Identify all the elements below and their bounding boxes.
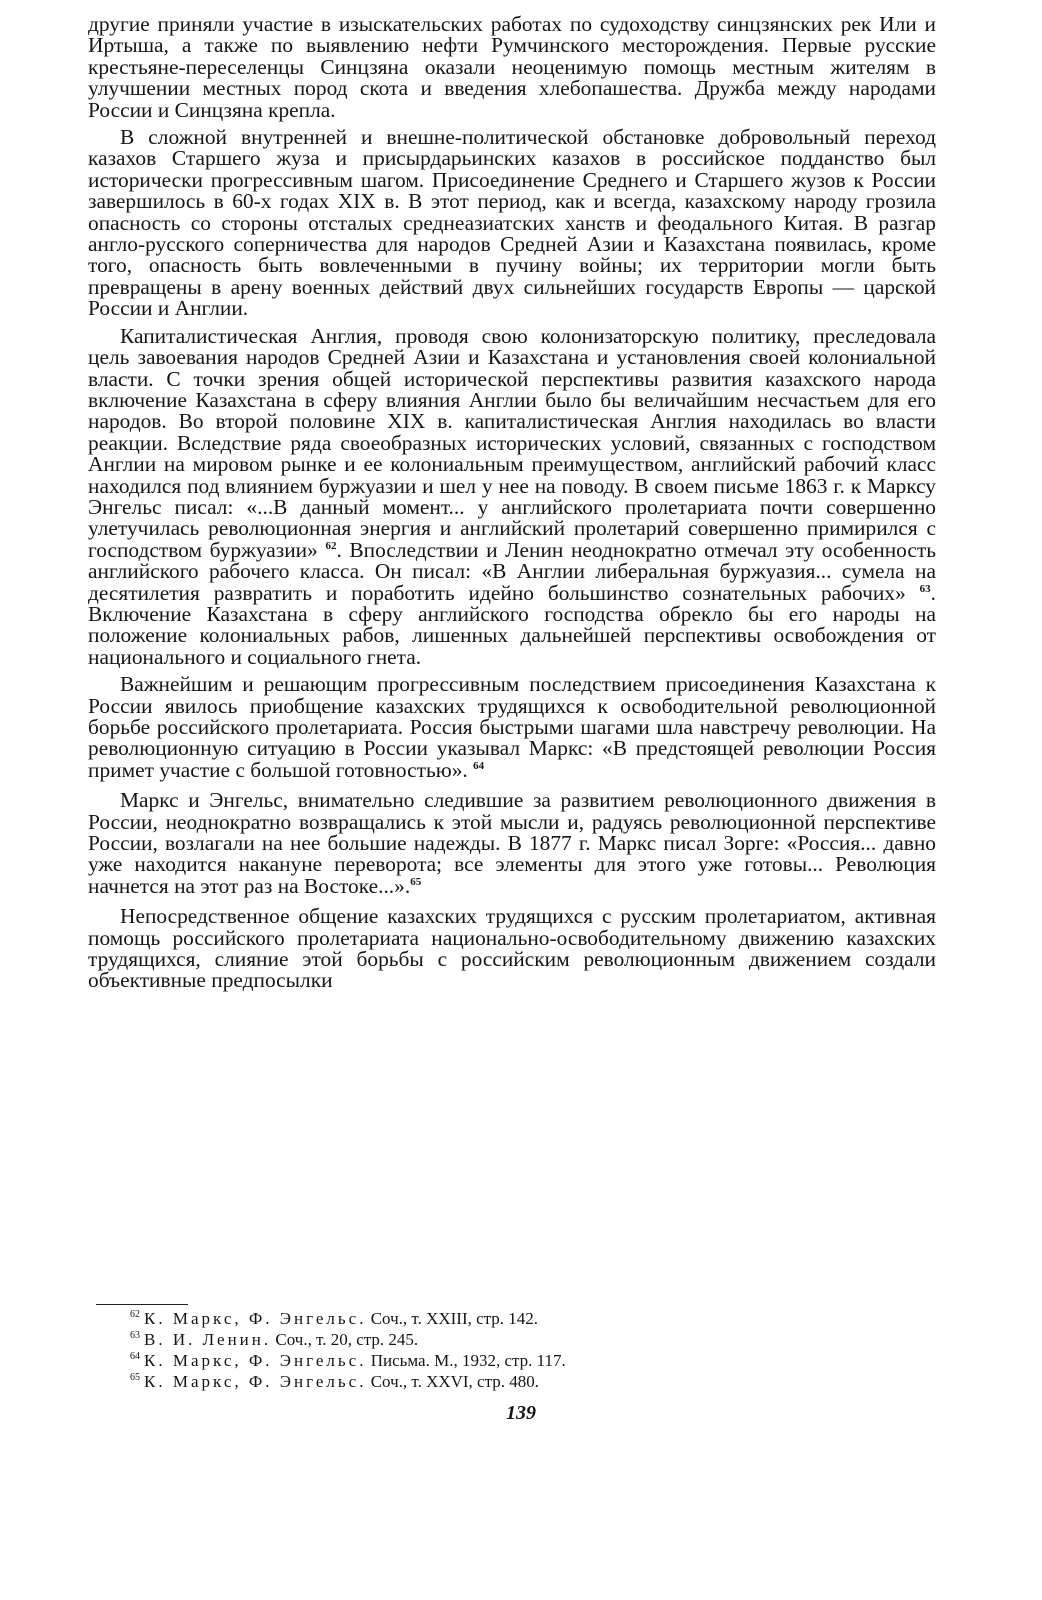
footnote-number: 65 xyxy=(130,1372,140,1384)
footnotes xyxy=(130,1308,890,1392)
footnote-number: 63 xyxy=(130,1330,140,1342)
footnote-reference: Соч., т. 20, стр. 245. xyxy=(271,1330,419,1349)
footnote xyxy=(130,1329,890,1350)
page-number: 139 xyxy=(506,1402,536,1424)
paragraph-text: Маркс и Энгельс, внимательно следившие за развитием революционного движения в России, неоднократно возвращались к этой мысли и, радуясь революционной перспективе России, возлагали на нее большие надежды. В 1877 г. Маркс писал Зорге: «Россия... давно уже находится накануне переворота; все элементы для этого уже готовы... Революция начнется на этот раз на Востоке...». xyxy=(88,788,936,898)
footnote xyxy=(130,1308,890,1329)
footnote xyxy=(130,1350,890,1371)
footnote-reference: Соч., т. XXIII, стр. 142. xyxy=(366,1309,539,1328)
paragraph-text: другие приняли участие в изыскательских работах по судоходству синцзянских рек Или и Иртыша, а также по выявлению нефти Румчинского месторождения. Первые русские крестьяне-переселенцы Синцзяна оказали неоценимую помощь местным жителям в улучшении местных пород скота и введения хлебопашества. Дружба между народами России и Синцзяна крепла. xyxy=(88,12,936,122)
footnote-marker: 65 xyxy=(410,875,422,888)
paragraph xyxy=(88,127,936,320)
paragraph-text: . Включение Казахстана в сферу английского господства обрекло бы его народы на положение колониальных рабов, лишенных дальнейшей перспективы освобождения от национального и социального гнета. xyxy=(88,580,936,669)
footnote-author: К. Маркс, Ф. Энгельс. xyxy=(144,1351,367,1370)
paragraph xyxy=(88,790,936,897)
paragraph-text: Капиталистическая Англия, проводя свою колонизаторскую политику, преследовала цель завоевания народов Средней Азии и Казахстана и установления своей колониальной власти. С точки зрения общей исторической перспективы развития казахского народа включение Казахстана в сферу влияния Англии было бы величайшим несчастьем для его народов. Во второй половине XIX в. капиталистическая Англия находилась во власти реакции. Вследствие ряда своеобразных исторических условий, связанных с господством Англии на мировом рынке и ее колониальным преимуществом, английский рабочий класс находился под влиянием буржуазии и шел у нее на поводу. В своем письме 1863 г. к Марксу Энгельс писал: «...В данный момент... у английского пролетариата почти совершенно улетучилась революционная энергия и английский пролетарий совершенно примирился с господством буржуазии» xyxy=(88,323,936,562)
paragraph xyxy=(88,323,936,669)
footnote-author: К. Маркс, Ф. Энгельс. xyxy=(144,1309,367,1328)
page-body xyxy=(88,14,936,992)
footnote-reference: Письма. М., 1932, стр. 117. xyxy=(366,1351,566,1370)
paragraph-text: . Впоследствии и Ленин неоднократно отмечал эту особенность английского рабочего класса. Он писал: «В Англии либеральная буржуазия... сумела на десятилетия развратить и поработить идейно большинство сознательных рабочих» xyxy=(88,537,936,605)
paragraph xyxy=(88,674,936,781)
paragraph xyxy=(88,14,936,121)
footnote-author: В. И. Ленин. xyxy=(144,1330,272,1349)
body-text xyxy=(88,14,936,992)
footnote-marker: 64 xyxy=(473,759,485,772)
footnote-marker: 62 xyxy=(325,539,337,552)
footnote-number: 62 xyxy=(130,1309,140,1321)
paragraph-text: Непосредственное общение казахских трудящихся с русским пролетариатом, активная помощь российского пролетариата национально-освободительному движению казахских трудящихся, слияние этой борьбы с российским революционным движением создали объективные предпосылки xyxy=(88,904,936,993)
paragraph xyxy=(88,906,936,992)
footnote-divider xyxy=(96,1304,188,1305)
paragraph-text: В сложной внутренней и внешне-политической обстановке добровольный переход казахов Старшего жуза и присырдарьинских казахов в российское подданство был исторически прогрессивным шагом. Присоединение Среднего и Старшего жузов к России завершилось в 60-х годах XIX в. В этот период, как и всегда, казахскому народу грозила опасность со стороны отсталых среднеазиатских ханств и феодального Китая. В разгар англо-русского соперничества для народов Средней Азии и Казахстана появилась, кроме того, опасность быть вовлеченными в пучину войны; их территории могли быть превращены в арену военных действий двух сильнейших государств Европы — царской России и Англии. xyxy=(88,125,936,321)
footnote xyxy=(130,1371,890,1392)
footnote-number: 64 xyxy=(130,1351,140,1363)
footnote-marker: 63 xyxy=(919,582,931,595)
footnote-author: К. Маркс, Ф. Энгельс. xyxy=(144,1372,367,1391)
footnote-reference: Соч., т. XXVI, стр. 480. xyxy=(366,1372,539,1391)
paragraph-text: Важнейшим и решающим прогрессивным последствием присоединения Казахстана к России явилось приобщение казахских трудящихся к освободительной революционной борьбе российского пролетариата. Россия быстрыми шагами шла навстречу революции. На революционную ситуацию в России указывал Маркс: «В предстоящей революции Россия примет участие с большой готовностью». xyxy=(88,672,936,782)
